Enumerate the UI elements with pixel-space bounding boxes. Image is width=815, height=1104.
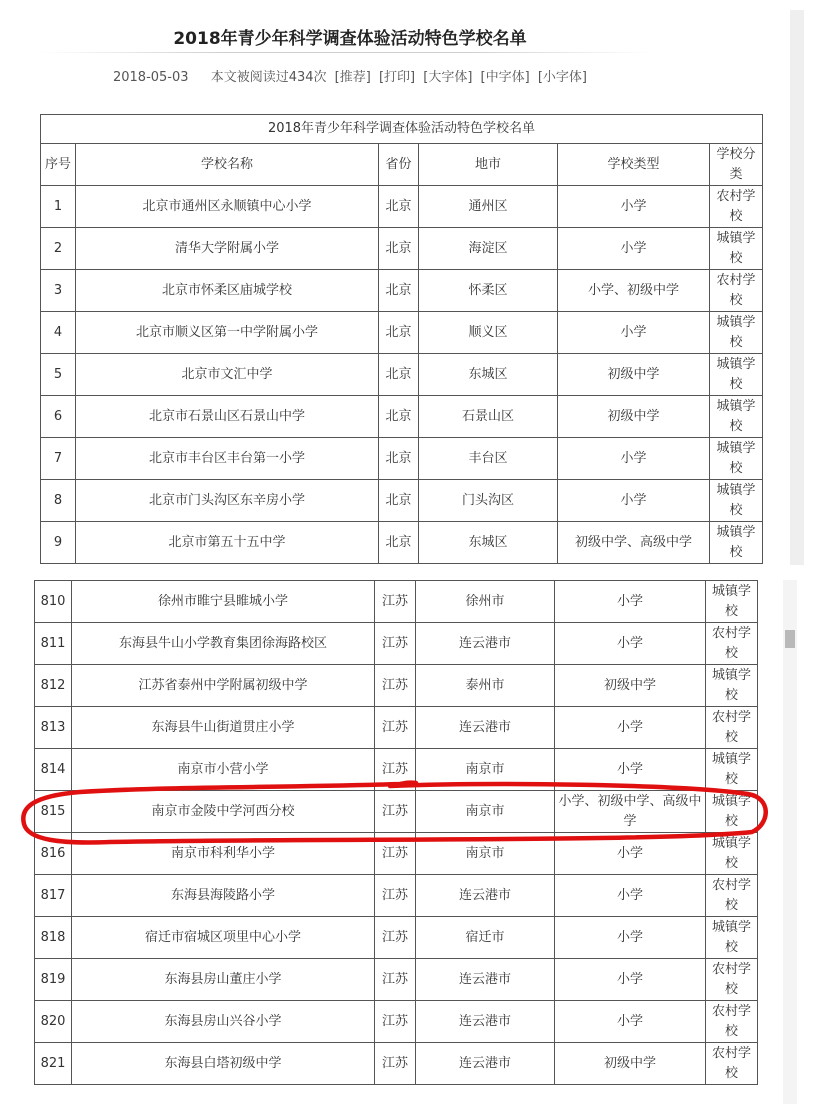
cell-no: 817 (35, 875, 72, 917)
cell-city: 怀柔区 (419, 270, 558, 312)
cell-category: 农村学校 (706, 875, 758, 917)
cell-school-name: 北京市门头沟区东辛房小学 (76, 480, 379, 522)
cell-school-name: 江苏省泰州中学附属初级中学 (72, 665, 375, 707)
large-font-link[interactable]: [大字体] (423, 70, 473, 85)
table-row (35, 1001, 758, 1043)
cell-province: 北京 (379, 186, 419, 228)
cell-school-type: 小学 (555, 917, 706, 959)
cell-city: 门头沟区 (419, 480, 558, 522)
cell-category: 城镇学校 (706, 917, 758, 959)
cell-category: 农村学校 (710, 270, 763, 312)
cell-no: 815 (35, 791, 72, 833)
table-row (35, 791, 758, 833)
cell-school-type: 小学 (558, 228, 710, 270)
medium-font-link[interactable]: [中字体] (480, 70, 530, 85)
cell-school-name: 东海县房山董庄小学 (72, 959, 375, 1001)
cell-no: 5 (41, 354, 76, 396)
cell-school-type: 小学 (555, 707, 706, 749)
cell-school-type: 小学 (558, 480, 710, 522)
cell-no: 812 (35, 665, 72, 707)
cell-category: 城镇学校 (710, 438, 763, 480)
cell-city: 南京市 (416, 833, 555, 875)
article-meta (0, 66, 700, 85)
cell-city: 连云港市 (416, 623, 555, 665)
cell-school-name: 北京市第五十五中学 (76, 522, 379, 564)
cell-city: 宿迁市 (416, 917, 555, 959)
cell-city: 南京市 (416, 749, 555, 791)
cell-school-name: 宿迁市宿城区项里中心小学 (72, 917, 375, 959)
table-row (41, 396, 763, 438)
cell-province: 江苏 (375, 791, 416, 833)
cell-no: 818 (35, 917, 72, 959)
cell-school-type: 小学 (555, 875, 706, 917)
table-row (41, 186, 763, 228)
table-row (41, 312, 763, 354)
header-name: 学校名称 (76, 144, 379, 186)
cell-school-name: 北京市石景山区石景山中学 (76, 396, 379, 438)
cell-province: 江苏 (375, 917, 416, 959)
cell-province: 江苏 (375, 959, 416, 1001)
cell-school-name: 东海县白塔初级中学 (72, 1043, 375, 1085)
cell-no: 819 (35, 959, 72, 1001)
cell-category: 城镇学校 (706, 791, 758, 833)
table-row (41, 480, 763, 522)
cell-category: 农村学校 (706, 707, 758, 749)
cell-school-type: 小学 (555, 749, 706, 791)
cell-school-name: 北京市丰台区丰台第一小学 (76, 438, 379, 480)
cell-city: 南京市 (416, 791, 555, 833)
cell-school-name: 南京市金陵中学河西分校 (72, 791, 375, 833)
cell-province: 北京 (379, 312, 419, 354)
cell-school-type: 小学 (555, 833, 706, 875)
cell-category: 农村学校 (706, 1001, 758, 1043)
school-table-top (40, 114, 763, 564)
table-row (41, 354, 763, 396)
cell-school-name: 南京市科利华小学 (72, 833, 375, 875)
cell-province: 江苏 (375, 707, 416, 749)
cell-school-name: 清华大学附属小学 (76, 228, 379, 270)
table-row (35, 623, 758, 665)
cell-no: 7 (41, 438, 76, 480)
cell-school-type: 小学 (555, 623, 706, 665)
cell-province: 北京 (379, 480, 419, 522)
cell-no: 3 (41, 270, 76, 312)
cell-category: 农村学校 (706, 623, 758, 665)
cell-city: 连云港市 (416, 959, 555, 1001)
table-header-row (41, 144, 763, 186)
cell-school-type: 小学 (558, 312, 710, 354)
page-scrollbar[interactable] (790, 10, 804, 565)
table-caption: 2018年青少年科学调查体验活动特色学校名单 (41, 115, 763, 144)
cell-province: 北京 (379, 396, 419, 438)
cell-province: 江苏 (375, 1043, 416, 1085)
table-row (35, 665, 758, 707)
cell-city: 连云港市 (416, 1001, 555, 1043)
cell-no: 810 (35, 581, 72, 623)
table-row (35, 959, 758, 1001)
cell-school-type: 初级中学 (558, 354, 710, 396)
table-row (41, 438, 763, 480)
cell-city: 连云港市 (416, 875, 555, 917)
cell-school-type: 小学 (555, 581, 706, 623)
table-row (35, 707, 758, 749)
cell-no: 4 (41, 312, 76, 354)
cell-category: 城镇学校 (710, 522, 763, 564)
school-table-bottom (34, 580, 758, 1085)
cell-school-name: 东海县海陵路小学 (72, 875, 375, 917)
cell-category: 城镇学校 (706, 581, 758, 623)
cell-city: 泰州市 (416, 665, 555, 707)
cell-school-type: 小学、初级中学、高级中学 (555, 791, 706, 833)
cell-no: 813 (35, 707, 72, 749)
cell-school-type: 小学 (555, 1001, 706, 1043)
cell-no: 8 (41, 480, 76, 522)
cell-no: 9 (41, 522, 76, 564)
table-row (35, 875, 758, 917)
header-category: 学校分类 (710, 144, 763, 186)
table-row (35, 1043, 758, 1085)
cell-no: 1 (41, 186, 76, 228)
header-type: 学校类型 (558, 144, 710, 186)
cell-school-type: 小学 (555, 959, 706, 1001)
cell-category: 农村学校 (710, 186, 763, 228)
cell-no: 821 (35, 1043, 72, 1085)
cell-city: 通州区 (419, 186, 558, 228)
cell-province: 江苏 (375, 665, 416, 707)
cell-province: 北京 (379, 270, 419, 312)
cell-school-name: 东海县牛山街道贯庄小学 (72, 707, 375, 749)
cell-school-type: 小学、初级中学 (558, 270, 710, 312)
cell-province: 江苏 (375, 833, 416, 875)
cell-province: 江苏 (375, 1001, 416, 1043)
cell-city: 徐州市 (416, 581, 555, 623)
recommend-link[interactable]: [推荐] (334, 70, 371, 85)
cell-province: 北京 (379, 438, 419, 480)
cell-city: 连云港市 (416, 707, 555, 749)
cell-school-name: 北京市顺义区第一中学附属小学 (76, 312, 379, 354)
cell-no: 811 (35, 623, 72, 665)
header-no: 序号 (41, 144, 76, 186)
cell-school-type: 小学 (558, 186, 710, 228)
cell-province: 北京 (379, 228, 419, 270)
cell-province: 江苏 (375, 875, 416, 917)
header-city: 地市 (419, 144, 558, 186)
cell-category: 城镇学校 (710, 354, 763, 396)
cell-school-name: 北京市文汇中学 (76, 354, 379, 396)
cell-school-name: 北京市通州区永顺镇中心小学 (76, 186, 379, 228)
cell-school-name: 东海县牛山小学教育集团徐海路校区 (72, 623, 375, 665)
table-row (41, 522, 763, 564)
table-row (35, 581, 758, 623)
print-link[interactable]: [打印] (378, 70, 416, 85)
cell-category: 城镇学校 (706, 749, 758, 791)
table-row (35, 749, 758, 791)
cell-school-type: 初级中学 (555, 665, 706, 707)
cell-city: 东城区 (419, 522, 558, 564)
cell-province: 江苏 (375, 623, 416, 665)
header-province: 省份 (379, 144, 419, 186)
cell-province: 北京 (379, 354, 419, 396)
cell-no: 820 (35, 1001, 72, 1043)
cell-city: 石景山区 (419, 396, 558, 438)
title-divider (40, 52, 652, 53)
cell-city: 海淀区 (419, 228, 558, 270)
cell-city: 顺义区 (419, 312, 558, 354)
cell-category: 城镇学校 (710, 396, 763, 438)
cell-province: 北京 (379, 522, 419, 564)
cell-no: 2 (41, 228, 76, 270)
cell-category: 农村学校 (706, 1043, 758, 1085)
bottom-screenshot (0, 580, 815, 1104)
cell-no: 816 (35, 833, 72, 875)
cell-category: 城镇学校 (710, 312, 763, 354)
cell-category: 城镇学校 (710, 228, 763, 270)
scrollbar-thumb[interactable] (785, 630, 795, 648)
read-count: 本文被阅读过434次 (210, 70, 327, 85)
cell-city: 连云港市 (416, 1043, 555, 1085)
cell-province: 江苏 (375, 749, 416, 791)
article-date: 2018-05-03 (112, 70, 189, 85)
cell-no: 6 (41, 396, 76, 438)
table-row (35, 833, 758, 875)
page-scrollbar-track[interactable] (783, 580, 797, 1104)
cell-school-type: 初级中学、高级中学 (558, 522, 710, 564)
cell-category: 城镇学校 (706, 665, 758, 707)
cell-school-type: 初级中学 (558, 396, 710, 438)
table-row (35, 917, 758, 959)
cell-category: 城镇学校 (706, 833, 758, 875)
cell-school-type: 小学 (558, 438, 710, 480)
cell-category: 城镇学校 (710, 480, 763, 522)
cell-school-name: 北京市怀柔区庙城学校 (76, 270, 379, 312)
cell-no: 814 (35, 749, 72, 791)
table-row (41, 228, 763, 270)
cell-category: 农村学校 (706, 959, 758, 1001)
article-title: 2018年青少年科学调查体验活动特色学校名单 (173, 29, 527, 49)
cell-school-type: 初级中学 (555, 1043, 706, 1085)
cell-city: 东城区 (419, 354, 558, 396)
cell-school-name: 南京市小营小学 (72, 749, 375, 791)
cell-school-name: 东海县房山兴谷小学 (72, 1001, 375, 1043)
cell-city: 丰台区 (419, 438, 558, 480)
cell-province: 江苏 (375, 581, 416, 623)
table-row (41, 270, 763, 312)
cell-school-name: 徐州市睢宁县睢城小学 (72, 581, 375, 623)
small-font-link[interactable]: [小字体] (537, 70, 587, 85)
